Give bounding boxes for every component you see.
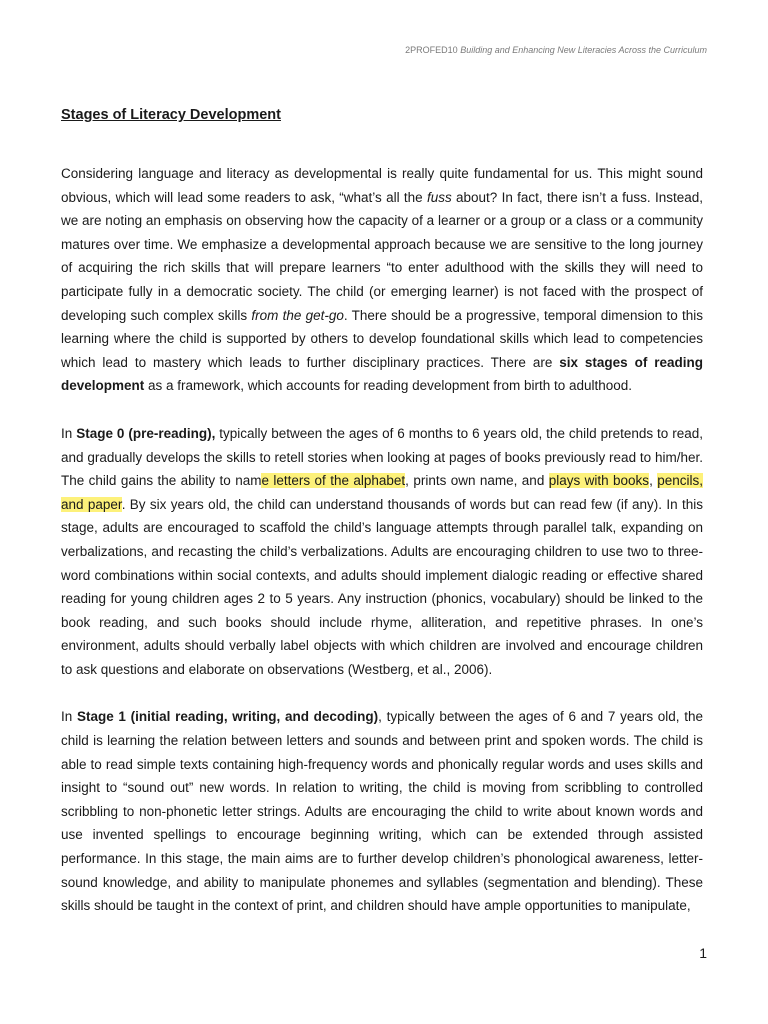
paragraph-stage-1 (61, 705, 703, 917)
paragraph-stage-0 (61, 422, 703, 682)
course-code: 2PROFED10 (405, 45, 458, 55)
text-run: about? In fact, there isn’t a fuss. Instead, we are noting an emphasis on observing how the capacity of a learner or a group or a class or a community matures over time. We emphasize a developmental approach because we are sensitive to the long journey of acquiring the rich skills that will prepare learners “to enter adulthood with the skills they will need to participate fully in a democratic society. The child (or emerging learner) is not faced with the prospect of developing such complex skills (61, 189, 703, 323)
bold-six-stages: six stages of reading development (61, 354, 703, 394)
text-run: , prints own name, and (405, 473, 549, 489)
text-run: Considering language and literacy as developmental is really quite fundamental for us. This might sound obvious, which will lead some readers to ask, “what’s all the (61, 166, 703, 205)
paragraph-intro (61, 162, 703, 398)
text-run: , (649, 473, 658, 489)
emphasis-get-go: from the get-go (251, 307, 344, 323)
text-run: In (61, 425, 77, 441)
course-title: Building and Enhancing New Literacies Across the Curriculum (460, 45, 707, 55)
running-header (405, 45, 707, 55)
highlight-pencils-paper: pencils, and paper (61, 473, 703, 512)
highlight-books: plays with books (548, 473, 650, 489)
text-run: typically between the ages of 6 months to 6 years old, the child pretends to read, and gradually develops the skills to retell stories when looking at pages of books previously read to him/her. The child gains the ability to nam (61, 425, 703, 489)
stage-0-heading: Stage 0 (pre-reading), (76, 425, 216, 441)
text-run: as a framework, which accounts for reading development from birth to adulthood. (144, 378, 633, 394)
emphasis-fuss: fuss (426, 189, 452, 205)
text-run: . There should be a progressive, temporal dimension to this learning where the child is supported by others to develop foundational skills which lead to competencies which lead to mastery which leads to further disciplinary practices. There are (61, 307, 704, 370)
stage-1-heading: Stage 1 (initial reading, writing, and decoding) (76, 709, 379, 725)
text-run: In (61, 709, 77, 725)
document-body (61, 162, 703, 942)
text-run: . By six years old, the child can understand thousands of words but can read few (if any). In this stage, adults are encouraged to scaffold the child’s language attempts through parallel talk, expanding on verbalizations, and recasting the child’s verbalizations. Adults are encouraging children to use two to three-word combinations within social contexts, and adults should implement dialogic reading or effective shared reading for young children ages 2 to 5 years. Any instruction (phonics, vocabulary) should be linked to the book reading, and such books should include rhyme, alliteration, and repetitive phrases. In one’s environment, adults should verbally label objects with which children are involved and encourage children to ask questions and elaborate on observations (Westberg, et al., 2006). (61, 496, 703, 677)
page-number: 1 (699, 945, 707, 961)
text-run: , typically between the ages of 6 and 7 years old, the child is learning the relation between letters and sounds and between print and spoken words. The child is able to read simple texts containing high-frequency words and phonically regular words and uses skills and insight to “sound out” new words. In relation to writing, the child is moving from scribbling to controlled scribbling to non-phonetic letter strings. Adults are encouraging the child to write about known words and use invented spellings to encourage beginning writing, which can be extended through assisted performance. In this stage, the main aims are to further develop children’s phonological awareness, letter-sound knowledge, and ability to manipulate phonemes and syllables (segmentation and blending). These skills should be taught in the context of print, and children should have ample opportunities to manipulate, (61, 709, 704, 914)
highlight-alphabet: e letters of the alphabet (261, 473, 406, 489)
section-title: Stages of Literacy Development (61, 107, 281, 123)
